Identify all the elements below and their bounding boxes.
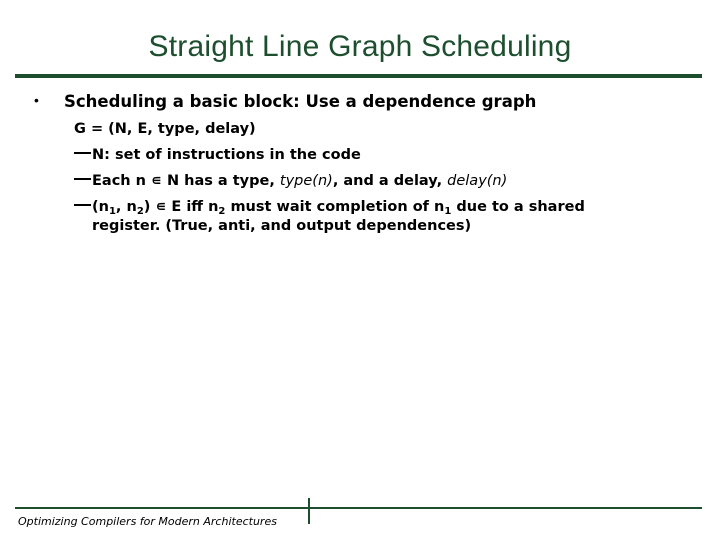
sub-item-types-text-2: , and a delay, <box>332 173 448 189</box>
type-function: type(n) <box>279 173 333 189</box>
bullet-marker: • <box>34 92 39 108</box>
sub-item-nodes-text: N: set of instructions in the code <box>92 147 361 163</box>
sub-item-edges-continuation: register. (True, anti, and output dependences) <box>92 218 472 234</box>
graph-definition <box>74 121 256 137</box>
subscript-3: 2 <box>218 206 226 217</box>
sub-item-types <box>74 173 507 189</box>
delay-function: delay(n) <box>447 173 508 189</box>
title-divider <box>15 74 702 78</box>
edge-text-b: , n <box>115 199 137 215</box>
edge-text-e: due to a shared <box>451 199 585 215</box>
sub-item-edges <box>74 199 585 215</box>
dash-marker <box>74 178 91 180</box>
edge-text-d: must wait completion of n <box>225 199 445 215</box>
dash-marker <box>74 152 91 154</box>
sub-item-types-text: Each n ∊ N has a type, <box>92 173 280 189</box>
sub-item-nodes <box>74 147 361 163</box>
dash-marker <box>74 204 91 206</box>
graph-definition-text: G = (N, E, type, delay) <box>74 121 256 137</box>
slide-title: Straight Line Graph Scheduling <box>148 30 572 63</box>
edge-text-a: (n <box>92 199 109 215</box>
subscript-4: 1 <box>444 206 452 217</box>
edge-text-c: ) ∊ E iff n <box>143 199 219 215</box>
main-bullet-text: Scheduling a basic block: Use a dependence graph <box>64 92 537 111</box>
subscript-2: 2 <box>136 206 144 217</box>
footer-divider <box>15 507 702 509</box>
footer-tick <box>308 498 310 524</box>
footer-text: Optimizing Compilers for Modern Architectures <box>18 515 277 528</box>
subscript-1: 1 <box>108 206 116 217</box>
